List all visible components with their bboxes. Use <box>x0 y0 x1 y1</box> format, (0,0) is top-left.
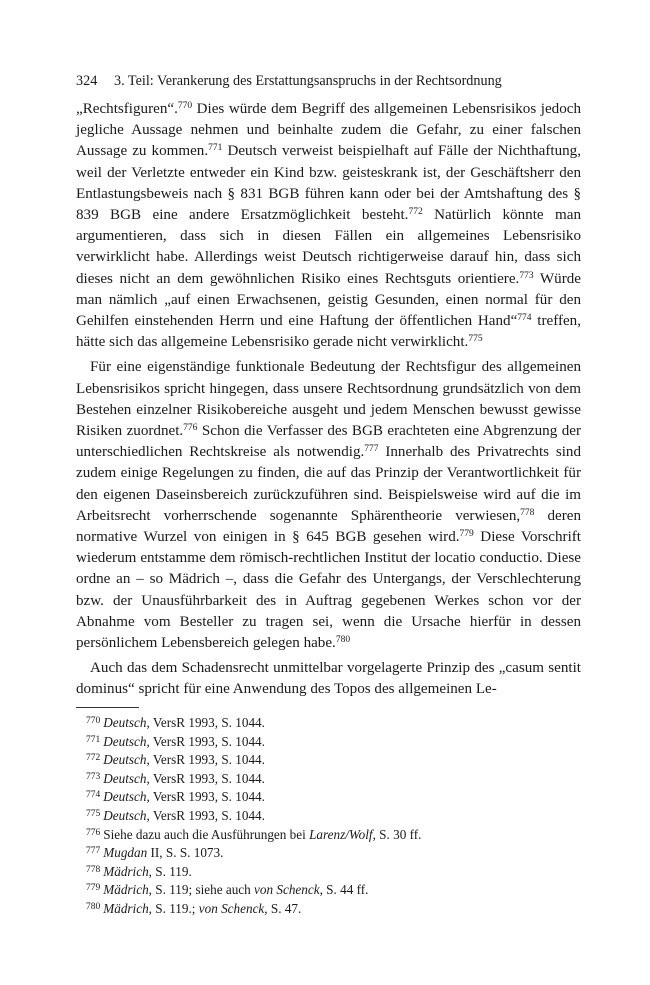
text-run: , S. 119.; <box>148 900 199 916</box>
text-run: , VersR 1993, S. 1044. <box>146 789 265 805</box>
footnote-ref: 775 <box>468 334 483 345</box>
italic-text: Mädrich <box>103 863 149 879</box>
paragraph <box>76 658 581 700</box>
footnote <box>76 788 581 807</box>
text-run: , VersR 1993, S. 1044. <box>146 770 265 786</box>
footnote-number: 777 <box>86 846 101 857</box>
text-run: Deutsch verweist beispielhaft auf Fälle der Nichthaftung, weil der Verletzte entweder ein Kind bzw. geisteskrank ist, der Geschäftsherr den Entlastungsbeweis nach § 831 BGB führen kann oder bei der Amtshaftung des § 839 BGB eine andere Ersatzmöglichkeit besteht. <box>76 143 581 224</box>
text-run: treffen, hätte sich das allgemeine Lebensrisiko gerade nicht verwirklicht. <box>76 313 581 351</box>
footnote-separator <box>76 707 139 708</box>
footnote-number: 771 <box>86 734 101 745</box>
text-run: , VersR 1993, S. 1044. <box>146 752 265 768</box>
text-run: , S. 119; siehe auch <box>148 882 255 898</box>
footnote-ref: 773 <box>519 270 534 281</box>
main-text <box>76 99 581 701</box>
italic-text: Deutsch <box>103 789 147 805</box>
text-run: „Rechtsfiguren“. <box>76 101 178 117</box>
text-run: , S. 119. <box>148 863 192 879</box>
footnote <box>76 900 581 919</box>
footnote <box>76 807 581 826</box>
footnote-ref: 778 <box>520 507 535 518</box>
footnote-ref: 774 <box>517 313 532 324</box>
footnotes <box>76 714 581 919</box>
footnote-ref: 780 <box>335 635 351 646</box>
footnote-ref: 779 <box>459 529 474 540</box>
footnote-ref: 772 <box>408 207 423 218</box>
text-run: deren normative Wurzel von einigen in § 645 BGB gesehen wird. <box>76 507 581 546</box>
footnote-ref: 777 <box>364 444 379 455</box>
running-header <box>76 72 581 90</box>
page-number: 324 <box>76 73 98 89</box>
footnote <box>76 770 581 789</box>
text-run: Siehe dazu auch die Ausführungen bei <box>103 826 310 842</box>
text-run: , S. 44 ff. <box>319 882 369 898</box>
footnote <box>76 863 581 882</box>
italic-text: Mädrich <box>103 900 149 916</box>
text-run: Für eine eigenständige funktionale Bedeutung der Rechtsfigur des allgemeinen Lebensrisikos spricht hingegen, dass unsere Rechtsordnung grundsätzlich von dem Bestehen einzelner Risikobereiche ausgeht und jedem Menschen bewusst gewisse Risiken zuordnet. <box>76 359 581 440</box>
footnote-number: 773 <box>86 771 101 782</box>
footnote <box>76 844 581 863</box>
footnote-ref: 770 <box>177 101 193 111</box>
footnote-number: 778 <box>86 864 101 875</box>
italic-text: Mugdan <box>103 845 148 861</box>
italic-text: Deutsch <box>103 807 147 823</box>
paragraph <box>76 357 581 654</box>
footnote <box>76 881 581 900</box>
footnote <box>76 826 581 845</box>
footnote <box>76 714 581 733</box>
text-run: Auch das dem Schadensrecht unmittelbar vorgelagerte Prinzip des „casum sentit dominus“ spricht für eine Anwendung des Topos des allgemeinen Le- <box>76 660 581 698</box>
text-run: , VersR 1993, S. 1044. <box>146 807 265 823</box>
italic-text: von Schenck <box>198 900 265 916</box>
text-run: II, S. S. 1073. <box>147 845 224 861</box>
footnote-ref: 771 <box>208 143 223 154</box>
italic-text: Deutsch <box>103 752 147 768</box>
footnote-number: 775 <box>86 808 101 819</box>
text-run: Würde man nämlich „auf einen Erwachsenen, geistig Gesunden, einen normal für den Gehilfen einstehenden Herrn und eine Haftung der öffentlichen Hand“ <box>76 270 581 330</box>
footnote-number: 774 <box>86 790 101 801</box>
italic-text: Deutsch <box>103 770 147 786</box>
text-run: Natürlich könnte man argumentieren, dass sich in diesen Fällen ein allgemeines Lebensrisiko verwirklicht habe. Allerdings weist Deutsch richtigerweise darauf hin, dass sich dieses nicht an dem gewöhnlichen Risiko eines Rechtsguts orientiere. <box>76 207 581 287</box>
italic-text: Larenz/Wolf <box>309 826 373 842</box>
italic-text: Deutsch <box>103 715 147 730</box>
text-run: , S. 47. <box>264 900 302 916</box>
text-run: , VersR 1993, S. 1044. <box>146 715 265 730</box>
italic-text: Deutsch <box>103 733 147 749</box>
text-run: , VersR 1993, S. 1044. <box>146 733 265 749</box>
italic-text: Mädrich <box>103 882 149 898</box>
footnote-number: 780 <box>86 901 101 912</box>
text-run: Diese Vorschrift wiederum entstamme dem römisch-rechtlichen Institut der locatio conductio. Diese ordne an – so Mädrich –, dass die Gefahr des Untergangs, der Verschlechterung bzw. der Unausführbarkeit des in Auftrag gegebenen Werkes schon vor der Abnahme vom Besteller zu tragen sei, wenn die Ursache hierfür in dessen persönlichem Lebensbereich gelegen habe. <box>76 529 581 652</box>
footnote <box>76 733 581 752</box>
text-run: , S. 30 ff. <box>372 826 422 842</box>
text-run: Schon die Verfasser des BGB erachteten eine Abgrenzung der unterschiedlichen Rechtskreise als notwendig. <box>76 423 581 461</box>
italic-text: von Schenck <box>254 882 320 898</box>
running-title: 3. Teil: Verankerung des Erstattungsanspruchs in der Rechtsordnung <box>114 73 502 89</box>
footnote-number: 772 <box>86 753 101 764</box>
footnote <box>76 751 581 770</box>
footnote-number: 779 <box>86 883 101 894</box>
footnote-ref: 776 <box>183 423 198 434</box>
footnote-number: 770 <box>86 716 101 726</box>
text-run: Dies würde dem Begriff des allgemeinen Lebensrisikos jedoch jegliche Aussage nehmen und beinhalte zudem die Gefahr, zu einer falschen Aussage zu kommen. <box>76 101 581 160</box>
paragraph <box>76 99 581 353</box>
footnote-number: 776 <box>86 827 101 838</box>
text-run: Innerhalb des Privatrechts sind zudem einige Regelungen zu finden, die auf das Prinzip der Verantwortlichkeit für den eigenen Daseinsbereich zurückzuführen sind. Beispielsweise wird auf die im Arbeitsrecht vorherrschende sogenannte Sphärentheorie verwiesen, <box>76 444 581 524</box>
